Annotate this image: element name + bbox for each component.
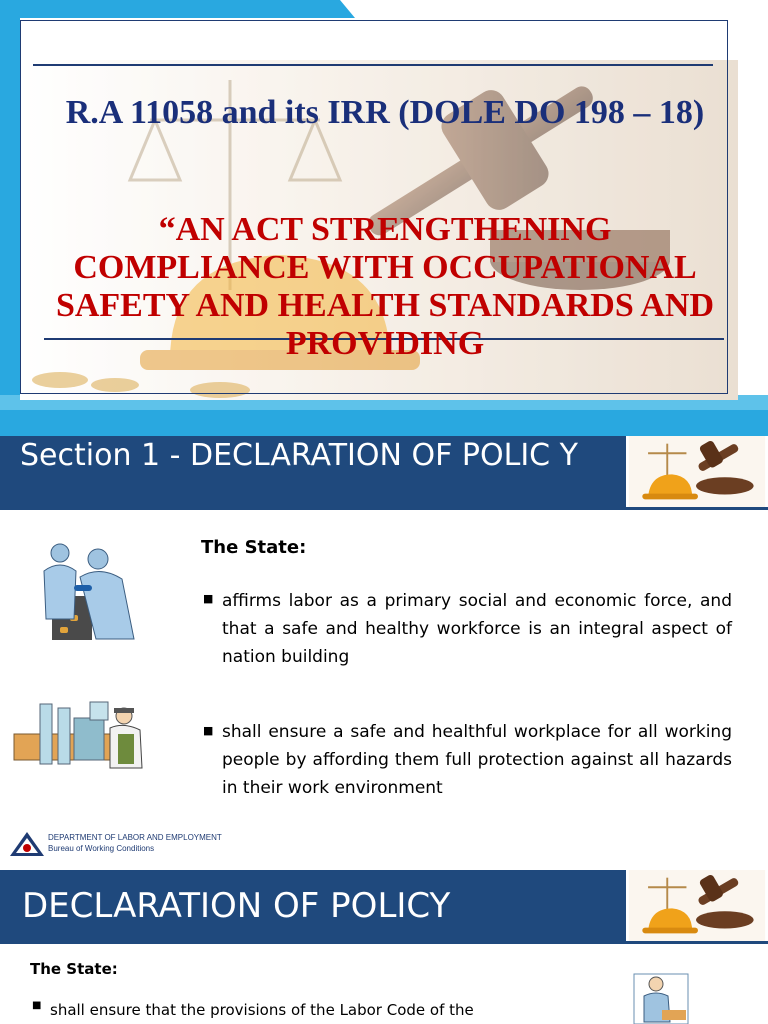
dole-logo — [8, 830, 46, 858]
department-name: DEPARTMENT OF LABOR AND EMPLOYMENT — [48, 833, 222, 842]
declaration-slide — [0, 436, 768, 864]
state-label: The State: — [30, 960, 118, 978]
bullet-marker: ■ — [203, 724, 214, 737]
section-header-bar — [0, 436, 626, 510]
slide-title: R.A 11058 and its IRR (DOLE DO 198 – 18) — [65, 94, 705, 131]
section-header-title: Section 1 - DECLARATION OF POLIC Y — [20, 438, 578, 473]
policy-header-bar — [0, 870, 626, 944]
policy-header-title: DECLARATION OF POLICY — [22, 886, 451, 926]
bullet-marker: ■ — [203, 592, 214, 605]
bureau-name: Bureau of Working Conditions — [48, 844, 155, 853]
title-slide — [0, 0, 768, 436]
state-label: The State: — [201, 537, 307, 558]
declaration-of-policy-slide — [0, 864, 768, 1024]
act-title: “AN ACT STRENGTHENING COMPLIANCE WITH OCCUPATIONAL SAFETY AND HEALTH STANDARDS AND PROVIDING — [55, 211, 715, 362]
dole-footer — [8, 830, 248, 860]
lab-workers-illustration — [30, 541, 142, 643]
bullet-marker: ■ — [32, 1000, 42, 1011]
top-divider-line — [33, 64, 713, 66]
gavel-hardhat-thumbnail — [626, 436, 768, 510]
policy-bullet-2: shall ensure a safe and healthful workplace for all working people by affording them full protection against all hazards in their work environment — [222, 722, 732, 798]
machine-operator-illustration — [10, 694, 150, 774]
policy-bullet-1: affirms labor as a primary social and economic force, and that a safe and healthy workforce is an integral aspect of nation building — [222, 591, 732, 667]
gavel-hardhat-thumbnail — [626, 870, 768, 944]
policy-bullet-partial: shall ensure that the provisions of the Labor Code of the — [50, 1001, 474, 1019]
office-worker-illustration — [632, 972, 690, 1024]
